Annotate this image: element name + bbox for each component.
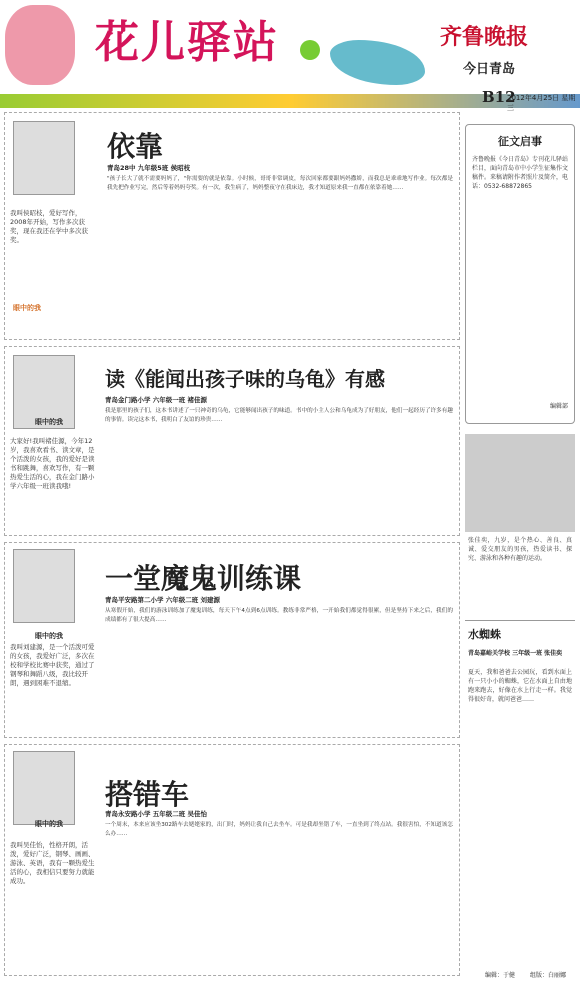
- eye-label: 眼中的我: [13, 304, 41, 312]
- article-body: 从寒假开始，我们的游泳训练加了魔鬼训练，每天下午4点到6点训练。教练非常严格，一开始我们都觉得很累，但是坚持下来之后，我们的成绩都有了很大提高……: [105, 608, 453, 623]
- footer-editor: 编辑：于健: [485, 972, 516, 979]
- article-body: 我是那里的孩子们，这本书讲述了一只神奇的乌龟，它能够闻出孩子的味道。书中的小主人公和乌龟成为了好朋友，他们一起经历了许多有趣的事情。读完这本书，我明白了友谊的珍贵……: [105, 408, 453, 423]
- self-intro: 我叫刘建源，是一个活泼可爱的女孩，我爱好广泛，多次在校和学校比赛中获奖，通过了钢琴和舞蹈八级，我比较开朗，遇到困难不退缩。: [10, 643, 95, 687]
- paper-logo: 齐鲁晚报: [440, 24, 529, 50]
- girl-illustration: [5, 5, 75, 85]
- poem-byline: 青岛嘉峪关学校 三年级一班 张佳奕: [468, 650, 563, 657]
- poem-body: 夏天，我和爸爸去公园玩，看到水面上有一只小小的蜘蛛，它在水面上自由地跑来跑去，好像在水上行走一样。我觉得很好奇，就问爸爸……: [468, 669, 572, 703]
- article-body: "孩子长大了就不需要妈妈了，"你需要的就是依靠。小时候，哥哥非常调皮，每次回家都要跟妈妈撒娇，而我总是乖乖地写作业。每次都是我先把作业写完，然后等着妈妈夸奖。有一次，我生病了，妈妈整夜守在我床边，我才知道原来我一直都在依靠着她……: [107, 176, 453, 191]
- poem-title: 水蜘蛛: [468, 628, 501, 641]
- eye-label: 眼中的我: [35, 418, 63, 426]
- article-title: 搭错车: [105, 778, 190, 811]
- byline: 青岛金门路小学 六年级一班 褚佳源: [105, 396, 208, 404]
- article-3: [4, 542, 460, 738]
- notice-title: 征文启事: [498, 135, 542, 148]
- boy-illustration: [330, 40, 425, 85]
- article-body: 一个周末，本来应该坐302路车去姥姥家的，出门时，妈妈让我自己去坐车。可是我却坐错了车，一直坐到了终点站。我很害怕，不知道该怎么办……: [105, 822, 453, 837]
- notice-editor: 编辑部: [549, 403, 568, 410]
- byline: 青岛平安路第二小学 六年级二班 刘建源: [105, 596, 221, 604]
- author-photo: [13, 549, 75, 623]
- balloon-icon: [300, 40, 320, 60]
- page-date: 2012年4月25日 星期三: [507, 94, 576, 112]
- self-intro: 我叫吴佳怡，性格开朗，活泼，爱好广泛，钢琴、画画、游泳、英语，我有一颗热爱生活的心，我相信只要努力就能成功。: [10, 841, 95, 885]
- byline: 青岛永安路小学 五年级二班 吴佳怡: [105, 810, 208, 818]
- notice-text: 齐鲁晚报《今日青岛》专刊花儿驿站栏目，面向青岛市中小学生征集作文稿件。来稿请附作者照片及简介，电话：0532-68872865: [472, 156, 568, 190]
- author-photo: [13, 751, 75, 825]
- article-1: [4, 112, 460, 340]
- author-photo: [13, 121, 75, 195]
- student-caption: 张佳奕，九岁，是个热心、善良、真诚、爱交朋友的男孩，热爱读书、探究、游泳和各种有趣的运动。: [468, 537, 572, 562]
- article-title: 依靠: [107, 130, 164, 163]
- self-intro: 大家好!我叫褚佳源，今年12岁，我喜欢看书、读文章，是个活泼的女孩，我的爱好是读书和跳舞，喜欢写作，有一颗热爱生活的心，我在金门路小学六年级一班读我哦!: [10, 437, 95, 490]
- section-title: 花儿驿站: [95, 17, 279, 68]
- article-4: [4, 744, 460, 976]
- article-2: [4, 346, 460, 536]
- eye-label: 眼中的我: [35, 632, 63, 640]
- footer-designer: 组版：白丽娜: [530, 972, 567, 979]
- student-photo: [465, 434, 575, 532]
- page-number: B12: [482, 88, 516, 106]
- article-title: 读《能闻出孩子味的乌龟》有感: [105, 367, 385, 391]
- byline: 青岛28中 九年级5班 侯昭枝: [107, 164, 191, 172]
- edition-label: 今日青岛: [463, 62, 516, 77]
- self-intro: 我叫侯昭枝，爱好写作，2008年开始，写作多次获奖，现在我还在学中多次获奖。: [10, 209, 88, 244]
- notice-box: [465, 124, 575, 424]
- article-title: 一堂魔鬼训练课: [105, 562, 302, 595]
- header: [0, 0, 580, 112]
- eye-label: 眼中的我: [35, 820, 63, 828]
